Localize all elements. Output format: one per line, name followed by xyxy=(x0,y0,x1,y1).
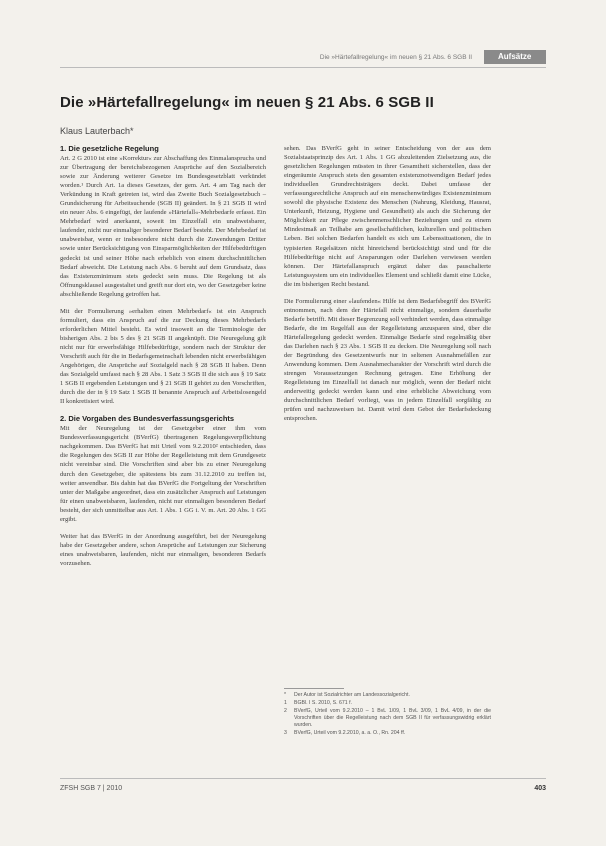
page-footer xyxy=(60,782,546,794)
section-heading-1: 1. Die gesetzliche Regelung xyxy=(60,144,159,153)
footnote-rule xyxy=(284,688,344,689)
page-number: 403 xyxy=(534,784,546,792)
footnote xyxy=(284,730,491,737)
footnote-text: BGBl. I S. 2010, S. 671 f. xyxy=(294,700,352,706)
footnote-text: BVerfG, Urteil vom 9.2.2010, a. a. O., Rn. 204 ff. xyxy=(294,730,406,736)
footnote-text: BVerfG, Urteil vom 9.2.2010 – 1 BvL 1/09, 1 BvL 3/09, 1 BvL 4/09, in der die Vorschriften über die Regelleistung nach dem SGB II für verfassungswidrig erklärt wurden. xyxy=(294,708,491,728)
paragraph: Weiter hat das BVerfG in der Anordnung ausgeführt, bei der Neuregelung habe der Gesetzgeber andere, schon Ansprüche auf Leistungen zur Sicherung eines unabweisbaren, laufenden, nicht nur einmaligen, besonderen Bedarfs vorzusehen. xyxy=(60,532,266,567)
paragraph: Mit der Neuregelung ist der Gesetzgeber einer ihm vom Bundesverfassungsgericht (BVerfG) übertragenen Regelungsverpflichtung nachgekommen. Das BVerfG hat mit Urteil vom 9.2.2010² entschieden, dass die Regelungen des SGB II zur Höhe der Regelleistung mit dem Grundgesetz nicht vereinbar sind. Die Vorschriften sind aber bis zu einer Neuregelung durch den Gesetzgeber, die spätestens bis zum 31.12.2010 zu treffen ist, weiter anwendbar. Bis dahin hat das BVerfG die Fortgeltung der Vorschriften unter der Maßgabe angeordnet, dass ein zusätzlicher Anspruch auf Leistungen für einen unabweisbaren, laufenden, nicht nur einmaligen besonderen Bedarf besteht, der sich unmittelbar aus Art. 1 Abs. 1 GG i. V. m. Art. 20 Abs. 1 GG ergibt. xyxy=(60,425,266,523)
footnote xyxy=(284,708,491,729)
footnote-number: * xyxy=(284,692,287,698)
footnote xyxy=(284,700,491,707)
footnote xyxy=(284,692,491,699)
running-head xyxy=(60,50,546,64)
left-column xyxy=(60,144,266,568)
footnote-text: Der Autor ist Sozialrichter am Landessozialgericht. xyxy=(294,692,410,698)
paragraph: Art. 2 G 2010 ist eine »Korrektur« zur Abschaffung des Einmalanspruchs und zur Übertragung der bereichsbezogenen Ansprüche auf den Sozialbereich sowie zur Änderung weiterer Gesetze im Bundesgesetzblatt verkündet worden.¹ Durch Art. 1a dieses Gesetzes, der gem. Art. 4 am Tag nach der Verkündung in Kraft getreten ist, wird das Zweite Buch Sozialgesetzbuch – Grundsicherung für Arbeitsuchende (SGB II) geändert. In § 21 SGB II wird ein neuer Abs. 6 eingefügt, der laufende »Härtefall«-Mehrbedarfe erfasst. Ein Mehrbedarf wird anerkannt, soweit im Einzelfall ein unabweisbarer, laufender, nicht nur einmaliger besonderer Bedarf besteht. Der Mehrbedarf ist unabweisbar, wenn er insbesondere nicht durch die Zuwendungen Dritter sowie unter Berücksichtigung von Einsparmöglichkeiten der Hilfebedürftigen gedeckt ist und seiner Höhe nach erheblich von einem durchschnittlichen Bedarf abweicht. Die Leistung nach Abs. 6 beruht auf dem Grundsatz, dass das Existenzminimum stets gedeckt sein muss. Die Regelung ist als Öffnungsklausel ausgestaltet und greift nur dort ein, wo der Gesetzgeber keine abschließende Regelung getroffen hat. xyxy=(60,155,266,298)
right-column xyxy=(284,144,491,431)
paragraph: sehen. Das BVerfG geht in seiner Entscheidung von der aus dem Sozialstaatsprinzip des Art. 1 Abs. 1 GG abzuleitenden Zielsetzung aus, die gesetzlichen Regelungen müssten in ihrer Gesamtheit sicherstellen, dass der eingeräumte Anspruch stets den gesamten existenznotwendigen Bedarf jedes individuellen Grundrechtsträgers deckt. Dabei umfasse der verfassungsrechtliche Anspruch auf ein menschenwürdiges Existenzminimum sowohl die physische Existenz des Menschen (Nahrung, Kleidung, Hausrat, Unterkunft, Heizung, Hygiene und Gesundheit) als auch die Sicherung der Möglichkeit zur Pflege zwischenmenschlicher Beziehungen und zu einem Mindestmaß an Teilhabe am gesellschaftlichen, kulturellen und politischen Leben. Bei solchen Bedarfen handelt es sich um Lebenssituationen, die in typisierten Regelsätzen nicht hinreichend berücksichtigt sind und für die Hilfebedürftige nicht auf Ansparungen oder Darlehen verwiesen werden können. Der Härtefallanspruch ergänzt daher das pauschalierte Leistungssystem um ein individuelles Element und schließt damit eine Lücke, die im bisherigen Recht bestand. xyxy=(284,145,491,288)
footnote-number: 1 xyxy=(284,700,287,706)
section-tab: Aufsätze xyxy=(484,50,546,64)
footer-rule xyxy=(60,778,546,779)
footnotes xyxy=(284,692,491,738)
paragraph: Mit der Formulierung »erhalten einen Mehrbedarf« ist ein Anspruch formuliert, dass ein Anspruch auf die zur Deckung dieses Mehrbedarfs erforderlichen Mittel besteht. Es wird insoweit an die Terminologie der bisherigen Abs. 2 bis 5 des § 21 SGB II angeknüpft. Die Neuregelung gilt nicht nur für erwerbsfähige Hilfebedürftige, sondern nach der Struktur der Vorschrift auch für die in Bedarfsgemeinschaft lebenden nicht erwerbsfähigen Angehörigen, die Ansprüche auf Sozialgeld nach § 28 SGB II haben. Denn das Sozialgeld umfasst nach § 28 Abs. 1 Satz 3 SGB II die sich aus § 19 Satz 1 SGB II ergebenden Leistungen und § 21 SGB II gehört zu den Vorschriften, durch die der in § 19 Satz 1 SGB II benannte Anspruch auf Arbeitslosengeld II konkretisiert wird. xyxy=(60,307,266,406)
header-rule xyxy=(60,67,546,68)
section-heading-2: 2. Die Vorgaben des Bundesverfassungsgerichts xyxy=(60,414,235,424)
article-title: Die »Härtefallregelung« im neuen § 21 Abs. 6 SGB II xyxy=(60,94,434,111)
paragraph: Die Formulierung einer »laufenden« Hilfe ist dem Bedarfsbegriff des BVerfG entnommen, nach dem der Härtefall nicht einmalige, sondern dauerhafte Bedarfe betrifft. Mit dieser Begrenzung soll verhindert werden, dass einmalige Bedarfe, die im Regelfall aus der Regelleistung anzusparen sind, über die Härtefallregelung gedeckt werden. Einmalige Bedarfe sind regelmäßig über das Darlehen nach § 23 Abs. 1 SGB II zu decken. Die Neuregelung soll nach der Begründung des Gesetzentwurfs nur in seltenen Ausnahmefällen zur Anwendung kommen. Dem Ausnahmecharakter der Vorschrift wird durch die strengen Voraussetzungen Rechnung getragen. Eine Erhöhung der Regelleistung im Einzelfall ist danach nur möglich, wenn der Bedarf nicht anderweitig gedeckt werden kann und eine erhebliche Abweichung vom durchschnittlichen Bedarf vorliegt, was in jedem Einzelfall sorgfältig zu prüfen und nachzuweisen ist. Damit wird dem Gebot der Bedarfsdeckung entsprochen. xyxy=(284,297,491,423)
running-head-text: Die »Härtefallregelung« im neuen § 21 Abs. 6 SGB II xyxy=(319,53,472,61)
author: Klaus Lauterbach* xyxy=(60,126,134,136)
journal-reference: ZFSH SGB 7 | 2010 xyxy=(60,784,123,792)
footnote-number: 2 xyxy=(284,708,287,714)
footnote-number: 3 xyxy=(284,730,287,736)
